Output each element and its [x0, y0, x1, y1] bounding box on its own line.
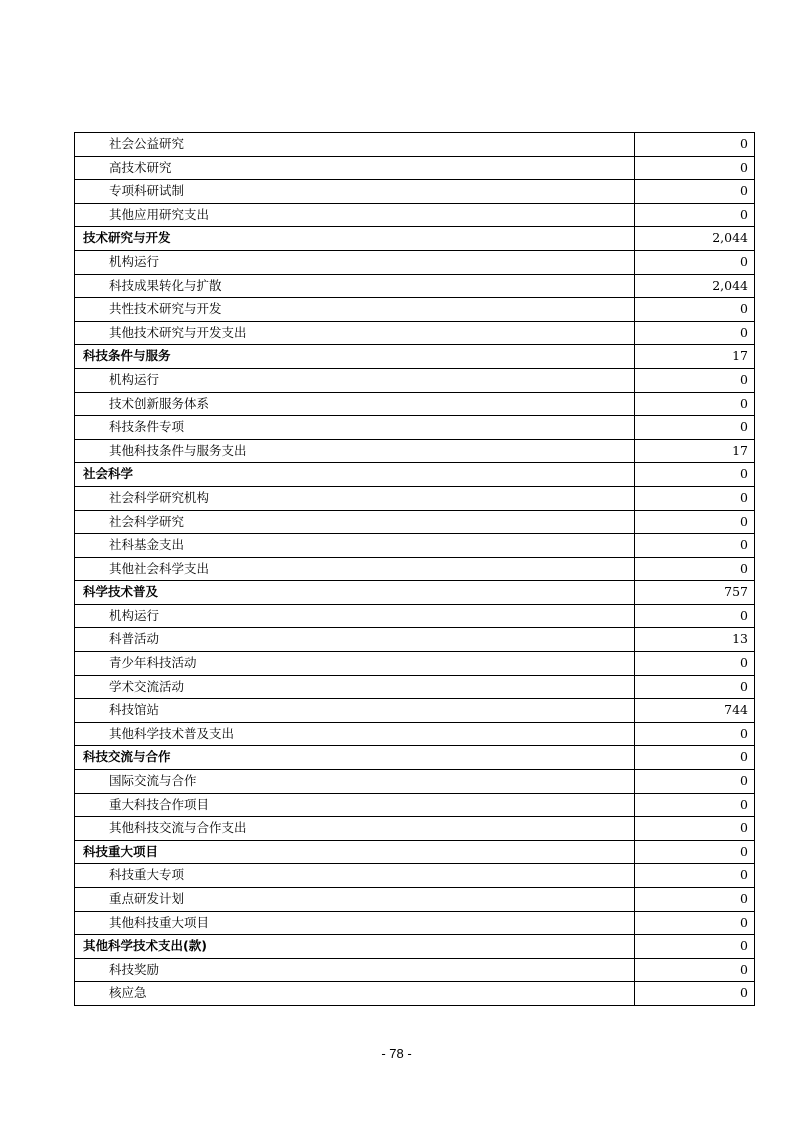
- table-row: [75, 722, 755, 746]
- item-name-cell: 共性技术研究与开发: [75, 298, 635, 322]
- item-name-cell: 核应急: [75, 982, 635, 1006]
- page-number: - 78 -: [381, 1046, 412, 1061]
- table-row: [75, 958, 755, 982]
- item-name-cell: 技术研究与开发: [75, 227, 635, 251]
- amount-cell: 0: [635, 486, 755, 510]
- table-row: [75, 486, 755, 510]
- amount-cell: 0: [635, 675, 755, 699]
- item-name-cell: 其他科学技术支出(款): [75, 935, 635, 959]
- table-row: [75, 203, 755, 227]
- item-name-cell: 科技馆站: [75, 699, 635, 723]
- table-row: [75, 416, 755, 440]
- amount-cell: 0: [635, 392, 755, 416]
- item-name-cell: 科技交流与合作: [75, 746, 635, 770]
- table-row: [75, 250, 755, 274]
- item-name-cell: 高技术研究: [75, 156, 635, 180]
- amount-cell: 0: [635, 156, 755, 180]
- item-name-cell: 社会科学研究机构: [75, 486, 635, 510]
- item-name-cell: 其他科技重大项目: [75, 911, 635, 935]
- amount-cell: 0: [635, 604, 755, 628]
- table-row: [75, 298, 755, 322]
- table-row: [75, 699, 755, 723]
- amount-cell: 0: [635, 557, 755, 581]
- table-body: [75, 133, 755, 1006]
- item-name-cell: 科技条件专项: [75, 416, 635, 440]
- item-name-cell: 机构运行: [75, 604, 635, 628]
- table-row: [75, 133, 755, 157]
- amount-cell: 0: [635, 133, 755, 157]
- table-row: [75, 675, 755, 699]
- item-name-cell: 社会科学研究: [75, 510, 635, 534]
- item-name-cell: 科普活动: [75, 628, 635, 652]
- category-row: [75, 463, 755, 487]
- item-name-cell: 重大科技合作项目: [75, 793, 635, 817]
- category-row: [75, 746, 755, 770]
- amount-cell: 0: [635, 888, 755, 912]
- item-name-cell: 社会公益研究: [75, 133, 635, 157]
- table-row: [75, 982, 755, 1006]
- amount-cell: 0: [635, 722, 755, 746]
- item-name-cell: 其他科技交流与合作支出: [75, 817, 635, 841]
- table-row: [75, 628, 755, 652]
- category-row: [75, 840, 755, 864]
- item-name-cell: 其他社会科学支出: [75, 557, 635, 581]
- amount-cell: 2,044: [635, 274, 755, 298]
- table-row: [75, 321, 755, 345]
- item-name-cell: 专项科研试制: [75, 180, 635, 204]
- amount-cell: 0: [635, 864, 755, 888]
- amount-cell: 0: [635, 534, 755, 558]
- amount-cell: 0: [635, 298, 755, 322]
- amount-cell: 757: [635, 581, 755, 605]
- amount-cell: 0: [635, 250, 755, 274]
- amount-cell: 744: [635, 699, 755, 723]
- table-row: [75, 368, 755, 392]
- amount-cell: 0: [635, 770, 755, 794]
- table-row: [75, 392, 755, 416]
- item-name-cell: 技术创新服务体系: [75, 392, 635, 416]
- category-row: [75, 581, 755, 605]
- amount-cell: 0: [635, 817, 755, 841]
- category-row: [75, 935, 755, 959]
- amount-cell: 0: [635, 203, 755, 227]
- amount-cell: 13: [635, 628, 755, 652]
- table-row: [75, 911, 755, 935]
- amount-cell: 2,044: [635, 227, 755, 251]
- table-row: [75, 557, 755, 581]
- amount-cell: 0: [635, 911, 755, 935]
- table-row: [75, 604, 755, 628]
- amount-cell: 0: [635, 510, 755, 534]
- amount-cell: 17: [635, 439, 755, 463]
- amount-cell: 0: [635, 416, 755, 440]
- amount-cell: 0: [635, 180, 755, 204]
- amount-cell: 0: [635, 793, 755, 817]
- item-name-cell: 机构运行: [75, 250, 635, 274]
- item-name-cell: 科技重大专项: [75, 864, 635, 888]
- item-name-cell: 青少年科技活动: [75, 652, 635, 676]
- item-name-cell: 社科基金支出: [75, 534, 635, 558]
- table-row: [75, 770, 755, 794]
- table-row: [75, 274, 755, 298]
- table-row: [75, 510, 755, 534]
- amount-cell: 0: [635, 746, 755, 770]
- item-name-cell: 科学技术普及: [75, 581, 635, 605]
- item-name-cell: 科技条件与服务: [75, 345, 635, 369]
- item-name-cell: 国际交流与合作: [75, 770, 635, 794]
- table-row: [75, 156, 755, 180]
- amount-cell: 0: [635, 321, 755, 345]
- item-name-cell: 科技奖励: [75, 958, 635, 982]
- table-row: [75, 534, 755, 558]
- table-row: [75, 817, 755, 841]
- category-row: [75, 227, 755, 251]
- table-row: [75, 439, 755, 463]
- category-row: [75, 345, 755, 369]
- item-name-cell: 科技重大项目: [75, 840, 635, 864]
- item-name-cell: 科技成果转化与扩散: [75, 274, 635, 298]
- amount-cell: 0: [635, 840, 755, 864]
- item-name-cell: 社会科学: [75, 463, 635, 487]
- item-name-cell: 学术交流活动: [75, 675, 635, 699]
- item-name-cell: 其他应用研究支出: [75, 203, 635, 227]
- table-row: [75, 888, 755, 912]
- item-name-cell: 其他科学技术普及支出: [75, 722, 635, 746]
- item-name-cell: 其他科技条件与服务支出: [75, 439, 635, 463]
- table-row: [75, 652, 755, 676]
- amount-cell: 0: [635, 958, 755, 982]
- amount-cell: 0: [635, 463, 755, 487]
- amount-cell: 0: [635, 368, 755, 392]
- table-row: [75, 864, 755, 888]
- budget-expenditure-table: [74, 132, 755, 1006]
- amount-cell: 0: [635, 982, 755, 1006]
- item-name-cell: 其他技术研究与开发支出: [75, 321, 635, 345]
- amount-cell: 17: [635, 345, 755, 369]
- item-name-cell: 重点研发计划: [75, 888, 635, 912]
- item-name-cell: 机构运行: [75, 368, 635, 392]
- table-row: [75, 180, 755, 204]
- table-row: [75, 793, 755, 817]
- amount-cell: 0: [635, 652, 755, 676]
- amount-cell: 0: [635, 935, 755, 959]
